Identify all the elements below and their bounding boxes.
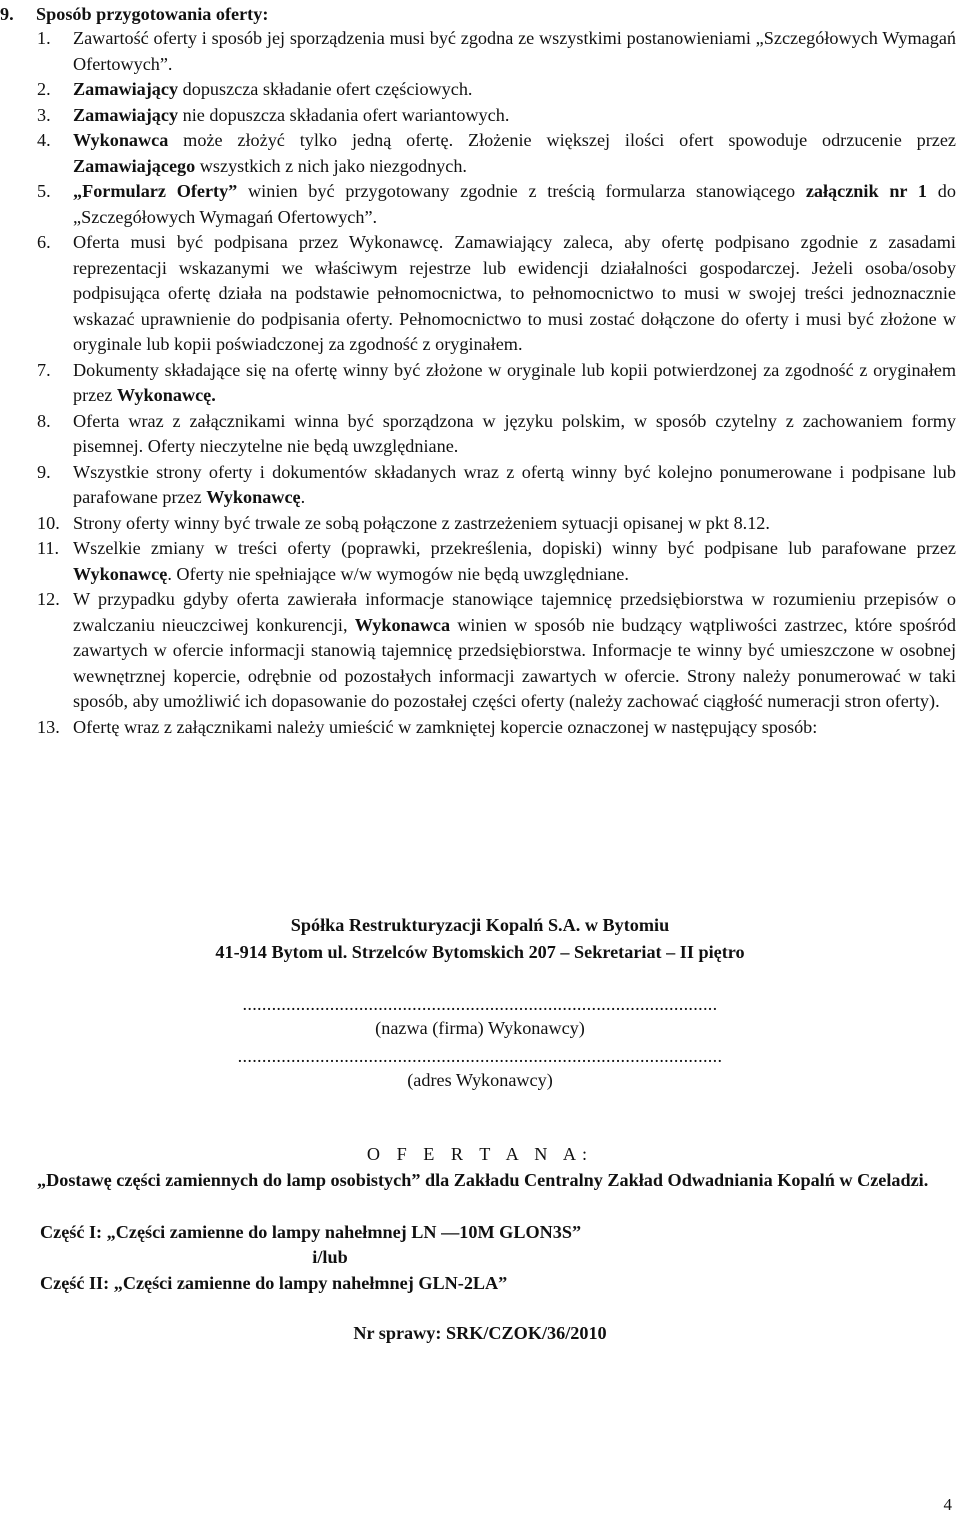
list-item-number: 11. xyxy=(37,538,60,558)
list-item-number: 10. xyxy=(37,512,60,533)
company-name-dots: .................................................................................................. xyxy=(242,994,718,1014)
list-item xyxy=(37,460,956,511)
list-item-number: 12. xyxy=(37,589,60,609)
list-item-number: 4. xyxy=(37,130,51,150)
address-line-2: 41-914 Bytom ul. Strzelców Bytomskich 207 – Sekretariat – II piętro xyxy=(215,942,745,962)
list-item-text: może złożyć tylko jedną ofertę. Złożenie większej ilości ofert spowoduje odrzucenie przez xyxy=(168,130,956,150)
list-item-text: winien w sposób nie budzący wątpliwości zastrzec, które spośród zawartych w ofercie informacji stanowią tajemnicę przedsiębiorstwa. Informacje te winny być umieszczone w osobnej wewnętrznej kopercie, odrębnie od pozostałych informacji zawartych w ofercie. Strony należy ponumerować w taki sposób, aby umożliwić ich dopasowanie do pozostałej części oferty (należy zachować ciągłość numeracji stron oferty). xyxy=(73,614,956,711)
list-item-text: Oferta musi być podpisana przez Wykonawcę. Zamawiający zaleca, aby ofertę podpisano zgodnie z zasadami reprezentacji wskazanymi we właściwym rejestrze lub ewidencji działalności gospodarczej. Jeżeli osoba/osoby podpisująca ofertę działa na podstawie pełnomocnictwa, to pełnomocnictwo to musi w swojej treści jednoznacznie wskazać uprawnienie do podpisania oferty. Pełnomocnictwo to musi zostać dołączone do oferty i musi być złożone w oryginale lub kopii poświadczonej za zgodność z oryginałem. xyxy=(73,232,956,354)
list-item xyxy=(37,179,956,230)
address-line-1: Spółka Restrukturyzacji Kopalń S.A. w Bytomiu xyxy=(290,915,670,935)
offer-part-2: Część II: „Części zamienne do lampy nahełmnej GLN-2LA” xyxy=(40,1273,508,1293)
list-item-number: 2. xyxy=(37,79,51,99)
list-item-number: 9. xyxy=(37,461,51,482)
list-item-emphasis: „Formularz Oferty” xyxy=(73,181,238,201)
list-item-emphasis: Zamawiający xyxy=(73,104,179,125)
list-item xyxy=(37,26,956,77)
list-item-emphasis: Wykonawcę xyxy=(206,487,301,507)
list-item-text: W przypadku gdyby oferta zawierała informacje stanowiące tajemnicę przedsiębiorstwa w rozumieniu przepisów o zwalczaniu nieuczciwej konkurencji, xyxy=(73,589,956,635)
list-item xyxy=(37,511,956,537)
list-item-number: 6. xyxy=(37,232,51,252)
list-item-text: winien być przygotowany zgodnie z treścią formularza stanowiącego xyxy=(237,181,806,201)
list-item-text: Wszelkie zmiany w treści oferty (poprawki, przekreślenia, dopiski) winny być podpisane lub parafowane przez xyxy=(73,538,956,558)
offer-heading: O F E R T A N A: xyxy=(366,1144,594,1164)
offer-subject: „Dostawę części zamiennych do lamp osobistych” dla Zakładu Centralny Zakład Odwadniania Kopalń w Czeladzi. xyxy=(37,1170,929,1190)
list-item-text: Strony oferty winny być trwale ze sobą połączone z zastrzeżeniem sytuacji opisanej w pkt 8.12. xyxy=(73,512,770,533)
section-heading xyxy=(0,1,268,27)
page-number: 4 xyxy=(943,1495,952,1514)
list-item-text: wszystkich z nich jako niezgodnych. xyxy=(195,155,467,176)
list-item-emphasis: Zamawiającego xyxy=(73,155,196,176)
list-item-text: . xyxy=(300,487,306,507)
list-item-emphasis: Wykonawcę. xyxy=(116,385,216,405)
list-item xyxy=(37,587,956,715)
list-item xyxy=(37,128,956,179)
requirements-list xyxy=(37,26,956,740)
list-item-text: nie dopuszcza składania ofert wariantowych. xyxy=(178,104,510,125)
list-item-emphasis: Zamawiający xyxy=(73,79,179,99)
list-item-emphasis: Wykonawca xyxy=(354,614,451,635)
list-item-number: 13. xyxy=(37,716,60,737)
list-item xyxy=(37,230,956,358)
list-item xyxy=(37,536,956,587)
case-number: Nr sprawy: SRK/CZOK/36/2010 xyxy=(353,1323,607,1343)
list-item xyxy=(37,358,956,409)
list-item xyxy=(37,715,956,741)
list-item-emphasis: Wykonawca xyxy=(73,130,169,150)
list-item-text: Zawartość oferty i sposób jej sporządzenia musi być zgodna ze wszystkimi postanowieniami „Szczegółowych Wymagań Ofertowych”. xyxy=(73,28,956,74)
section-title: Sposób przygotowania oferty: xyxy=(36,4,269,24)
list-item-number: 1. xyxy=(37,28,51,48)
list-item-number: 5. xyxy=(37,181,51,201)
section-number: 9. xyxy=(0,4,14,24)
list-item-text: dopuszcza składanie ofert częściowych. xyxy=(178,79,473,99)
list-item-emphasis: załącznik nr 1 xyxy=(805,181,928,201)
list-item xyxy=(37,77,956,103)
offer-part-1: Część I: „Części zamienne do lampy nahełmnej LN —10M GLON3S” xyxy=(40,1222,582,1242)
list-item-text: Oferta wraz z załącznikami winna być sporządzona w języku polskim, w sposób czytelny z zachowaniem formy pisemnej. Oferty nieczytelne nie będą uwzględniane. xyxy=(73,410,956,456)
list-item xyxy=(37,409,956,460)
list-item-text: . Oferty nie spełniające w/w wymogów nie będą uwzględniane. xyxy=(167,563,629,584)
list-item-text: Dokumenty składające się na ofertę winny być złożone w oryginale lub kopii potwierdzonej za zgodność z oryginałem przez xyxy=(73,359,956,405)
and-or-label: i/lub xyxy=(312,1247,348,1267)
list-item-number: 7. xyxy=(37,359,51,380)
list-item-number: 3. xyxy=(37,104,51,125)
list-item-text: Ofertę wraz z załącznikami należy umieścić w zamkniętej kopercie oznaczonej w następujący sposób: xyxy=(73,716,818,737)
company-address-dots: .................................................................................................... xyxy=(237,1046,723,1066)
list-item-number: 8. xyxy=(37,410,51,431)
list-item-text: do „Szczegółowych Wymagań Ofertowych”. xyxy=(73,181,956,227)
list-item xyxy=(37,103,956,129)
company-address-label: (adres Wykonawcy) xyxy=(407,1070,553,1090)
list-item-emphasis: Wykonawcę xyxy=(73,563,168,584)
company-name-label: (nazwa (firma) Wykonawcy) xyxy=(375,1018,585,1038)
list-item-text: Wszystkie strony oferty i dokumentów składanych wraz z ofertą winny być kolejno ponumerowane i podpisane lub parafowane przez xyxy=(73,461,956,507)
